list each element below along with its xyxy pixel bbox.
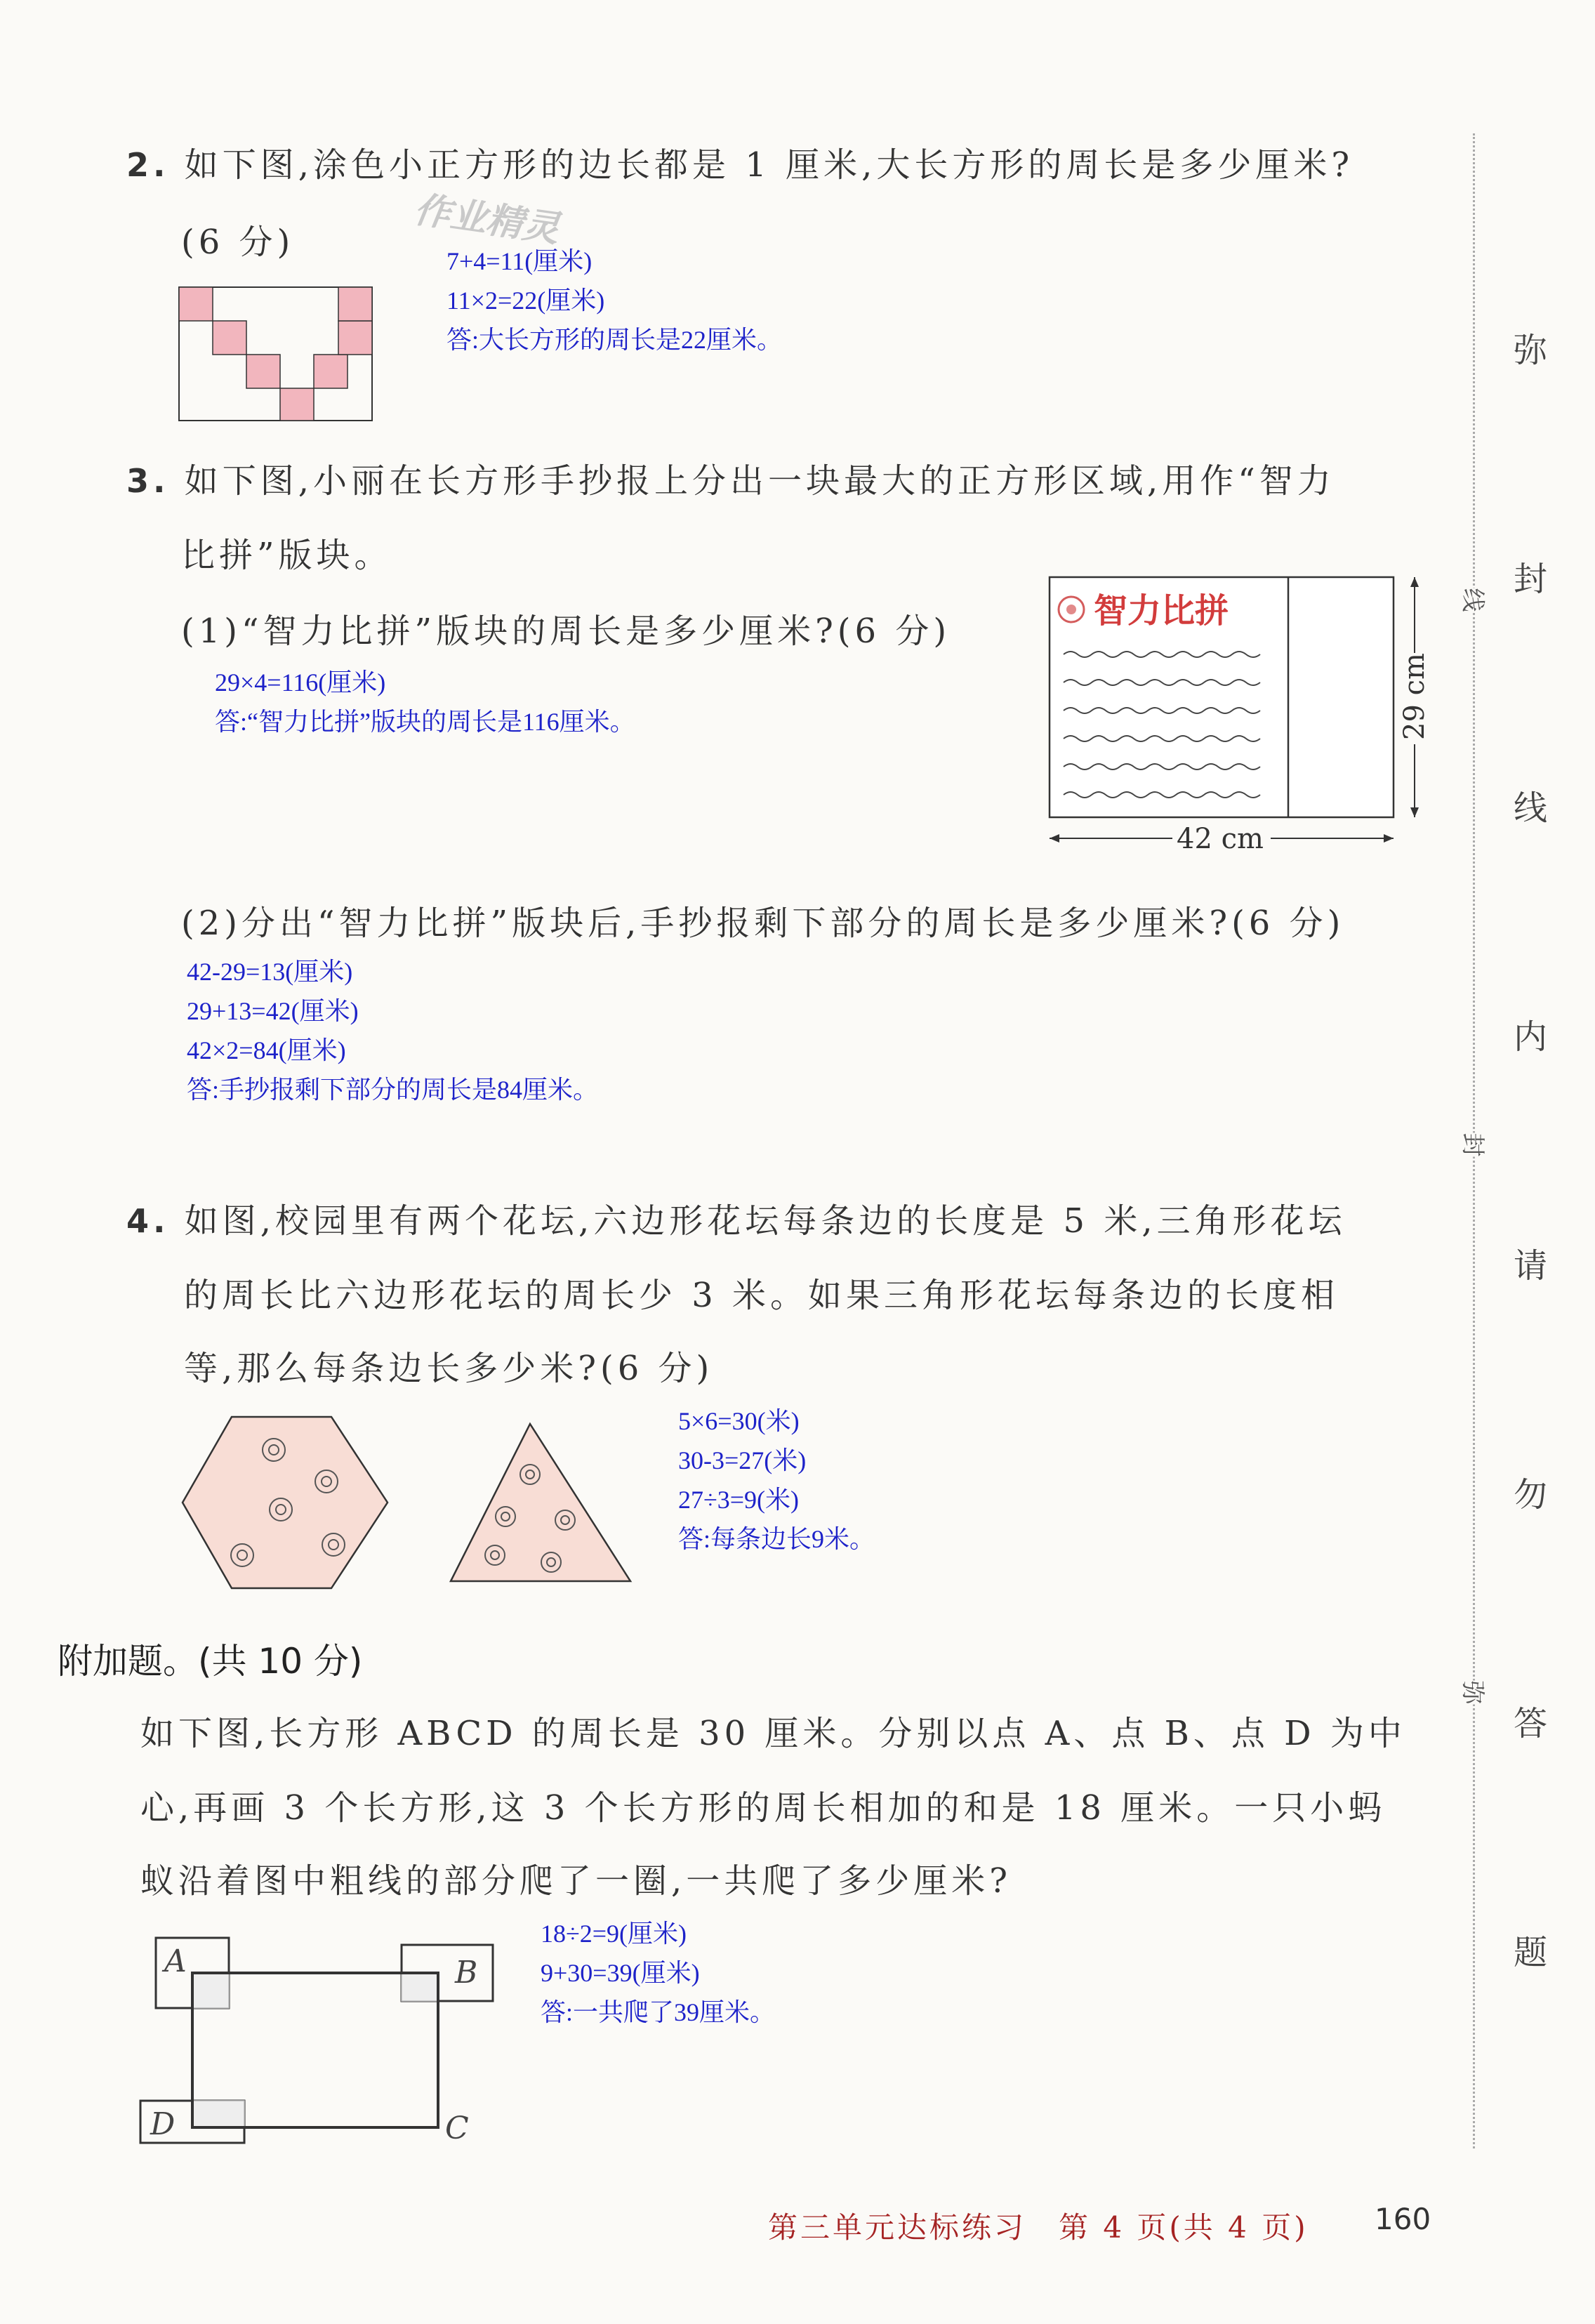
q3-figure (1039, 569, 1432, 864)
q3-sub1-answer (215, 663, 635, 741)
bonus-text-line-3: 蚁沿着图中粗线的部分爬了一圈,一共爬了多少厘米? (140, 1861, 1012, 1901)
answer-line: 29+13=42(厘米) (187, 997, 359, 1025)
seal-char: 封 (1458, 1133, 1493, 1157)
q2-figure (176, 284, 379, 424)
answer-line: 29×4=116(厘米) (215, 668, 386, 696)
answer-line: 7+4=11(厘米) (446, 247, 593, 275)
q2-score: (6 分) (181, 223, 295, 262)
height-label: 29 cm (1398, 653, 1431, 740)
seal-char: 弥 (1458, 1681, 1493, 1705)
q3-sub2-answer (187, 952, 598, 1109)
bonus-heading: 附加题。(共 10 分) (58, 1641, 363, 1682)
bonus-text-line-2: 心,再画 3 个长方形,这 3 个长方形的周长相加的和是 18 厘米。一只小蚂 (140, 1788, 1386, 1828)
sidebar-char: 请 (1514, 1246, 1548, 1286)
q2-text-line (126, 138, 1354, 186)
q4-figure (176, 1404, 639, 1601)
answer-line: 42×2=84(厘米) (187, 1036, 346, 1064)
footer-label: 第三单元达标练习 第 4 页(共 4 页) (768, 2210, 1309, 2245)
q2-text: 如下图,涂色小正方形的边长都是 1 厘米,大长方形的周长是多少厘米? (184, 145, 1354, 185)
sidebar-char: 勿 (1514, 1475, 1548, 1514)
sidebar-char: 弥 (1514, 331, 1548, 370)
q3-text: 如下图,小丽在长方形手抄报上分出一块最大的正方形区域,用作“智力 (184, 461, 1335, 501)
width-label: 42 cm (1177, 823, 1264, 855)
answer-line: 27÷3=9(米) (678, 1486, 800, 1514)
q3-number: 3. (126, 462, 170, 500)
seal-char: 线 (1458, 588, 1493, 612)
q4-text-line-3: 等,那么每条边长多少米?(6 分) (184, 1349, 714, 1388)
q2-shaded-square (338, 321, 372, 355)
q3-text-line-2: 比拼”版块。 (181, 536, 392, 575)
answer-line: 30-3=27(米) (678, 1446, 807, 1474)
q4-number: 4. (126, 1202, 170, 1240)
bonus-text-line-1: 如下图,长方形 ABCD 的周长是 30 厘米。分别以点 A、点 B、点 D 为中 (140, 1714, 1406, 1753)
answer-line: 9+30=39(厘米) (541, 1959, 700, 1987)
q2-shaded-square (314, 355, 348, 388)
triangle-flowerbed (451, 1424, 630, 1581)
page-number: 160 (1375, 2202, 1431, 2236)
contest-title: 智力比拼 (1094, 591, 1229, 630)
q2-shaded-square (280, 388, 314, 421)
bonus-answer (541, 1914, 775, 2032)
label-d: D (150, 2106, 176, 2142)
q3-sub1-text: (1)“智力比拼”版块的周长是多少厘米?(6 分) (181, 612, 951, 651)
answer-line: 5×6=30(米) (678, 1407, 800, 1435)
q2-shaded-square (213, 321, 246, 355)
q4-text: 如图,校园里有两个花坛,六边形花坛每条边的长度是 5 米,三角形花坛 (184, 1201, 1346, 1241)
q3-sub2-text: (2)分出“智力比拼”版块后,手抄报剩下部分的周长是多少厘米?(6 分) (181, 904, 1345, 943)
label-c: C (445, 2111, 469, 2146)
answer-line: 答:手抄报剩下部分的周长是84厘米。 (187, 1076, 599, 1104)
q4-answer (678, 1401, 875, 1559)
q2-answer (446, 242, 782, 359)
label-a: A (164, 1943, 187, 1979)
q2-number: 2. (126, 146, 170, 184)
bonus-figure (133, 1924, 498, 2148)
q3-text-line-1 (126, 454, 1335, 502)
sidebar-char: 线 (1514, 788, 1548, 828)
answer-line: 答:“智力比拼”版块的周长是116厘米。 (215, 708, 635, 736)
q2-shaded-square (179, 287, 213, 321)
sidebar-char: 题 (1514, 1933, 1548, 1972)
sidebar-char: 封 (1514, 560, 1548, 599)
sidebar-char: 答 (1514, 1704, 1548, 1743)
answer-line: 答:大长方形的周长是22厘米。 (446, 326, 783, 354)
q2-shaded-square (246, 355, 280, 388)
watermark: 作业精灵 (411, 188, 562, 251)
answer-line: 答:一共爬了39厘米。 (541, 1998, 776, 2026)
q4-text-line-2: 的周长比六边形花坛的周长少 3 米。如果三角形花坛每条边的长度相 (184, 1276, 1339, 1315)
answer-line: 18÷2=9(厘米) (541, 1920, 687, 1948)
sidebar-char: 内 (1514, 1017, 1548, 1057)
answer-line: 42-29=13(厘米) (187, 958, 353, 986)
answer-line: 11×2=22(厘米) (446, 286, 605, 315)
q4-text-line-1 (126, 1194, 1346, 1242)
q2-shaded-square (338, 287, 372, 321)
answer-line: 答:每条边长9米。 (678, 1525, 875, 1553)
label-b: B (455, 1955, 478, 1990)
